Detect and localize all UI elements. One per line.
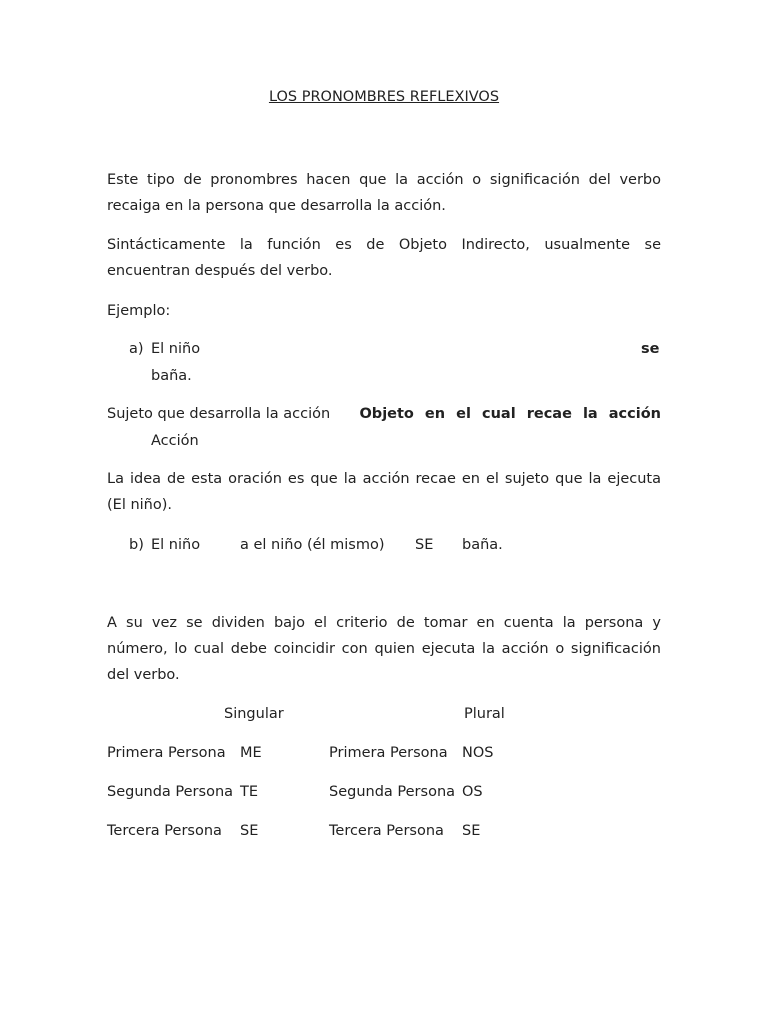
object-label: Objeto en el cual recae la acción [359,406,661,422]
paragraph-definition: Este tipo de pronombres hacen que la acción o significación del verbo recaiga en la persona que desarrolla la acción. [107,172,661,214]
example-a-pronoun: se [641,341,660,357]
table-row-2-plural-person: Segunda Persona [329,784,456,800]
action-label: Acción [151,433,199,449]
example-b-verb: baña. [462,537,503,553]
table-row-3-singular-pronoun: SE [240,823,259,839]
table-row-2-singular-pronoun: TE [240,784,259,800]
table-row-3-plural-pronoun: SE [462,823,481,839]
example-a-verb: baña. [151,368,192,384]
table-row-1-singular-pronoun: ME [240,745,262,761]
paragraph-classification: A su vez se dividen bajo el criterio de tomar en cuenta la persona y número, lo cual debe coincidir con quien ejecuta la acción o significación del verbo. [107,615,661,683]
table-row-2-singular-person: Segunda Persona [107,784,234,800]
document-title: LOS PRONOMBRES REFLEXIVOS [268,89,500,105]
example-b-subject: El niño [151,537,201,553]
example-b-pronoun: SE [415,537,434,553]
table-row-1-plural-pronoun: NOS [462,745,494,761]
example-b-object: a el niño (él mismo) [240,537,385,553]
subject-label: Sujeto que desarrolla la acción [107,406,331,422]
header-singular: Singular [224,706,284,722]
header-plural: Plural [464,706,505,722]
example-a-subject: El niño [151,341,201,357]
paragraph-explanation: La idea de esta oración es que la acción recae en el sujeto que la ejecuta (El niño). [107,471,661,513]
table-row-1-singular-person: Primera Persona [107,745,226,761]
table-row-3-plural-person: Tercera Persona [329,823,444,839]
table-row-1-plural-person: Primera Persona [329,745,448,761]
example-heading: Ejemplo: [107,303,171,319]
paragraph-syntax: Sintácticamente la función es de Objeto Indirecto, usualmente se encuentran después del verbo. [107,237,661,279]
table-row-3-singular-person: Tercera Persona [107,823,222,839]
example-b-marker: b) [129,537,144,553]
example-a-marker: a) [129,341,144,357]
table-row-2-plural-pronoun: OS [462,784,483,800]
